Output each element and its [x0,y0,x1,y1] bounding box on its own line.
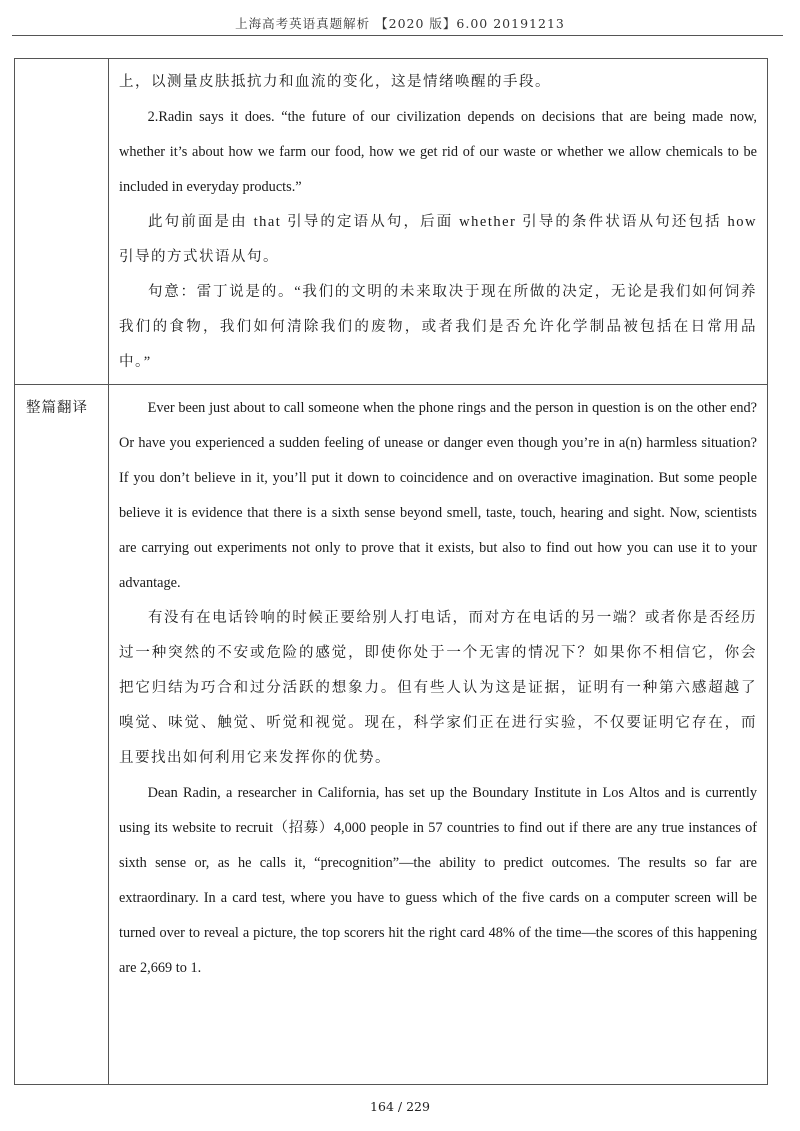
passage-paragraph-en-2: Dean Radin, a researcher in California, has set up the Boundary Institute in Los Altos and is currently using its website to recruit（招募）4,000 people in 57 countries to find out if there are any true instances of sixth sense or, as he calls it, “precognition”—the ability to predict outcomes. The results so far are extraordinary. In a card test, where you have to guess which of the five cards on a computer screen will be turned over to reveal a picture, the top scorers hit the right card 48% of the time—the scores of this happening are 2,669 to 1. [119,785,757,976]
passage-paragraph-cn-1: 有没有在电话铃响的时候正要给别人打电话，而对方在电话的另一端？或者你是否经历过一种突然的不安或危险的感觉，即使你处于一个无害的情况下？如果你不相信它，你会把它归结为巧合和过分活跃的想象力。但有些人认为这是证据，证明有一种第六感超越了嗅觉、味觉、触觉、听觉和视觉。现在，科学家们正在进行实验，不仅要证明它存在，而且要找出如何利用它来发挥你的优势。 [119,610,757,766]
page-header: 上海高考英语真题解析 【2020 版】6.00 20191213 [235,16,565,31]
row-content-cell [109,385,768,1085]
analysis-paragraph-meaning: 句意：雷丁说是的。“我们的文明的未来取决于现在所做的决定，无论是我们如何饲养我们的食物，我们如何清除我们的废物，或者我们是否允许化学制品被包括在日常用品中。” [119,284,757,370]
analysis-paragraph-cn-continued: 上，以测量皮肤抵抗力和血流的变化，这是情绪唤醒的手段。 [119,74,551,90]
analysis-paragraph-grammar: 此句前面是由 that 引导的定语从句，后面 whether 引导的条件状语从句还包括 how 引导的方式状语从句。 [119,214,757,265]
row-label-translation: 整篇翻译 [26,400,88,416]
passage-paragraph-en-1: Ever been just about to call someone when the phone rings and the person in question is on the other end? Or have you experienced a sudden feeling of unease or danger even though you’re in a(n) harmless situation? If you don’t believe in it, you’ll put it down to coincidence and on overactive imagination. But some people believe it is evidence that there is a sixth sense beyond smell, taste, touch, hearing and sight. Now, scientists are carrying out experiments not only to prove that it exists, but also to find out how you can use it to your advantage. [119,400,757,591]
page-number: 164 / 229 [370,1099,430,1114]
row-label [15,59,108,70]
row-content-cell [109,59,768,385]
table-row [15,385,768,1085]
content-table [14,58,768,1085]
analysis-paragraph-en-quote: 2.Radin says it does. “the future of our civilization depends on decisions that are being made now, whether it’s about how we farm our food, how we get rid of our waste or whether we allow chemicals to be included in everyday products.” [119,109,757,195]
row-label-cell [15,59,109,385]
row-label-cell [15,385,109,1085]
header-divider [12,35,783,36]
table-row [15,59,768,385]
